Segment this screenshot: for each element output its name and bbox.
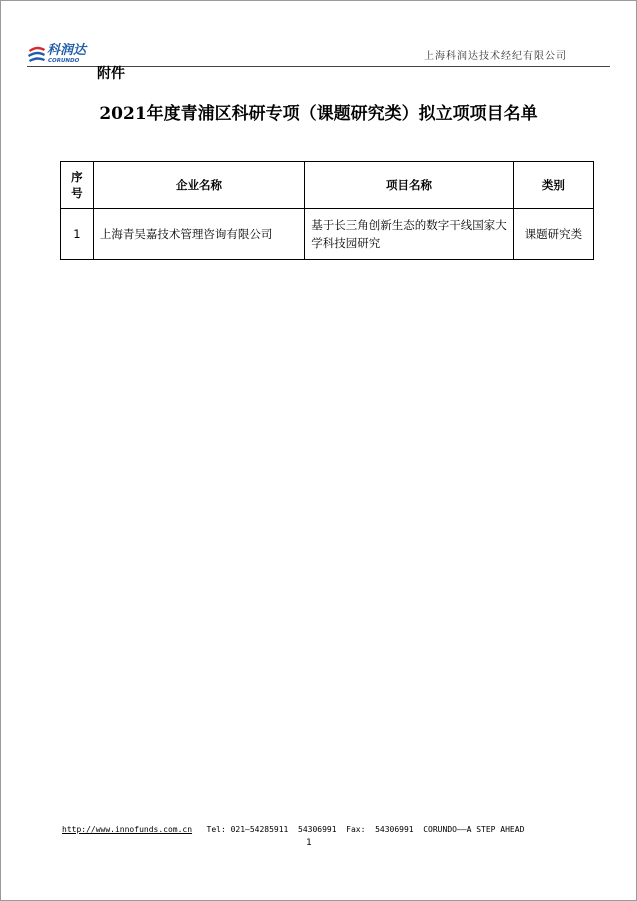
company-logo bbox=[27, 44, 97, 66]
table-row bbox=[61, 209, 594, 260]
logo-text: 科润达 bbox=[47, 43, 87, 58]
footer-contact: Tel: 021—54285911 54306991 Fax: 54306991 CORUNDO——A STEP AHEAD bbox=[192, 825, 525, 834]
row-project: 基于长三角创新生态的数字干线国家大学科技园研究 bbox=[305, 209, 514, 260]
row-number: 1 bbox=[61, 209, 94, 260]
document-title: 2021年度青浦区科研专项（课题研究类）拟立项项目名单 bbox=[99, 104, 538, 124]
page-number: 1 bbox=[306, 838, 312, 848]
project-table bbox=[60, 161, 594, 260]
column-header-project: 项目名称 bbox=[305, 162, 514, 209]
column-header-category: 类别 bbox=[513, 162, 593, 209]
table-header-row bbox=[61, 162, 594, 209]
footer-website-link[interactable]: http://www.innofunds.com.cn bbox=[62, 825, 193, 834]
column-header-no-bottom: 号 bbox=[71, 186, 83, 200]
logo-mark-icon bbox=[27, 44, 47, 66]
column-header-no bbox=[61, 162, 94, 209]
row-company: 上海青吴嘉技术管理咨询有限公司 bbox=[93, 209, 304, 260]
header-company-name: 上海科润达技术经纪有限公司 bbox=[424, 51, 567, 62]
row-category: 课题研究类 bbox=[513, 209, 593, 260]
footer bbox=[62, 825, 524, 834]
column-header-no-top: 序 bbox=[71, 170, 83, 184]
logo-subtext: CORUNDO bbox=[48, 58, 80, 64]
column-header-company: 企业名称 bbox=[93, 162, 304, 209]
attachment-label: 附件 bbox=[97, 66, 125, 82]
